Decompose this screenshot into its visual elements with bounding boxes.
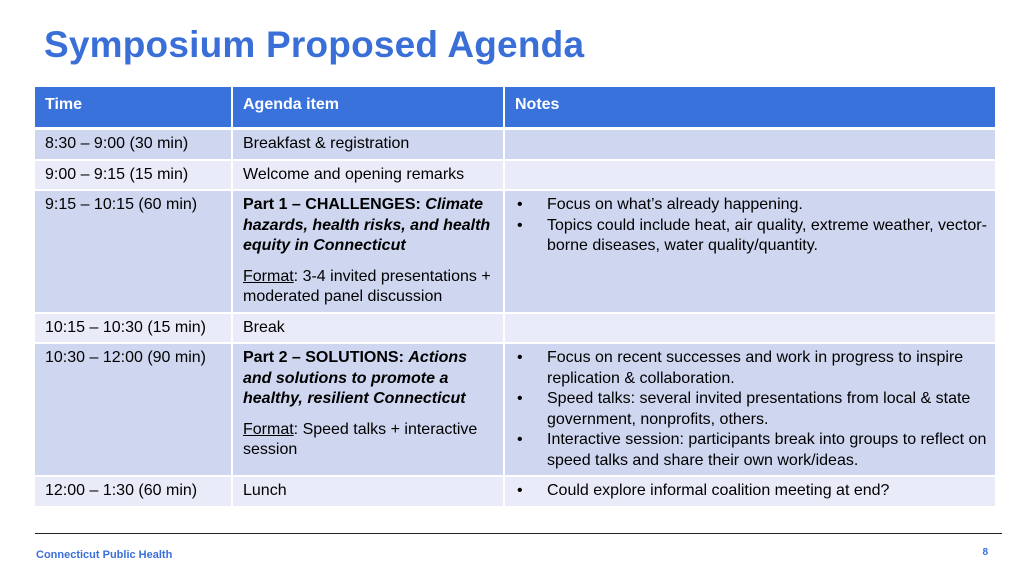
note-text: Focus on recent successes and work in progress to inspire replication & collaboration.: [547, 349, 964, 387]
agenda-item-cell: Lunch: [232, 476, 504, 507]
note-text: Could explore informal coalition meeting at end?: [547, 482, 890, 499]
bullet-icon: •: [517, 349, 523, 366]
format-description: [243, 267, 495, 308]
notes-list: [515, 195, 987, 257]
notes-list: [515, 481, 987, 502]
page-number: 8: [982, 547, 988, 558]
part-subtitle: Climate hazards, health risks, and health equity in Connecticut: [243, 196, 491, 254]
notes-cell: [504, 343, 995, 476]
table-row: [35, 476, 995, 507]
time-cell: 12:00 – 1:30 (60 min): [35, 476, 232, 507]
format-text: : 3-4 invited presentations + moderated panel discussion: [243, 267, 491, 305]
time-cell: 9:00 – 9:15 (15 min): [35, 160, 232, 191]
note-text: Topics could include heat, air quality, extreme weather, vector-borne diseases, water quality/quantity.: [547, 216, 987, 254]
bullet-icon: •: [517, 431, 523, 448]
agenda-item-cell: Break: [232, 313, 504, 344]
bullet-icon: •: [517, 216, 523, 234]
part-subtitle: Actions and solutions to promote a healthy, resilient Connecticut: [243, 349, 468, 407]
list-item: [515, 195, 987, 216]
note-text: Interactive session: participants break into groups to reflect on speed talks and share their own work/ideas.: [547, 431, 987, 469]
note-text: Speed talks: several invited presentations from local & state government, nonprofits, others.: [547, 390, 971, 428]
notes-cell: [504, 190, 995, 313]
notes-cell: [504, 476, 995, 507]
note-text: Focus on what’s already happening.: [547, 196, 803, 213]
part-label: Part 1 – CHALLENGES:: [243, 196, 421, 213]
table-row: [35, 129, 995, 160]
header-time: Time: [35, 87, 232, 129]
notes-cell: [504, 129, 995, 160]
table-row: [35, 160, 995, 191]
list-item: [515, 481, 987, 502]
format-description: [243, 420, 495, 461]
time-cell: 10:30 – 12:00 (90 min): [35, 343, 232, 476]
notes-cell: [504, 160, 995, 191]
bullet-icon: •: [517, 390, 523, 407]
agenda-item-title: [243, 195, 495, 257]
list-item: [515, 389, 987, 430]
time-cell: 9:15 – 10:15 (60 min): [35, 190, 232, 313]
header-agenda-item: Agenda item: [232, 87, 504, 129]
table-header-row: [35, 87, 995, 129]
bullet-icon: •: [517, 482, 523, 499]
list-item: [515, 430, 987, 471]
format-text: : Speed talks + interactive session: [243, 420, 478, 458]
notes-cell: [504, 313, 995, 344]
format-label: Format: [243, 267, 294, 285]
time-cell: 8:30 – 9:00 (30 min): [35, 129, 232, 160]
notes-list: [515, 348, 987, 471]
table-row: [35, 313, 995, 344]
agenda-item-cell: [232, 190, 504, 313]
part-label: Part 2 – SOLUTIONS:: [243, 349, 404, 366]
format-label: Format: [243, 420, 294, 438]
time-cell: 10:15 – 10:30 (15 min): [35, 313, 232, 344]
bullet-icon: •: [517, 196, 523, 213]
list-item: [515, 216, 987, 257]
footer-divider: [35, 533, 1002, 534]
agenda-item-cell: Breakfast & registration: [232, 129, 504, 160]
page-title: Symposium Proposed Agenda: [44, 24, 585, 65]
footer-organization: Connecticut Public Health: [36, 549, 173, 561]
list-item: [515, 348, 987, 389]
agenda-item-cell: Welcome and opening remarks: [232, 160, 504, 191]
agenda-item-cell: [232, 343, 504, 476]
table-row: [35, 190, 995, 313]
table-row: [35, 343, 995, 476]
agenda-item-title: [243, 348, 495, 410]
agenda-table: [35, 87, 995, 508]
header-notes: Notes: [504, 87, 995, 129]
